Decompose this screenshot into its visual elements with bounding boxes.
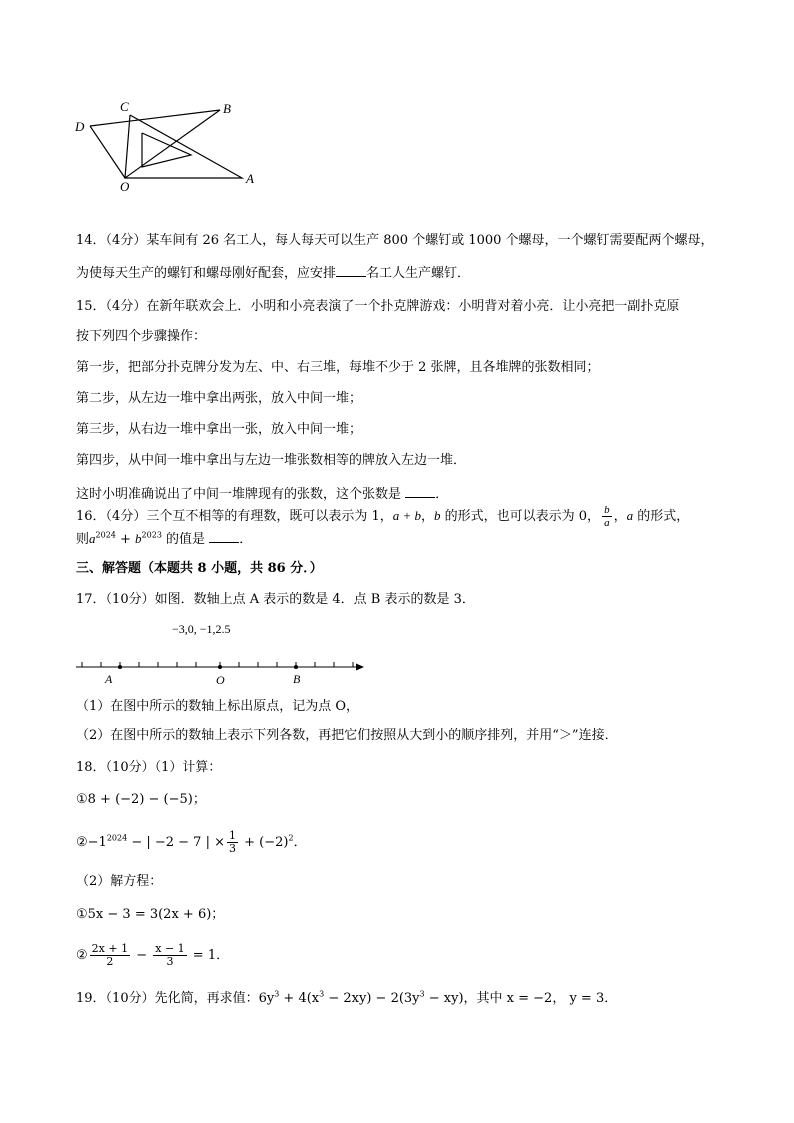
q19-c: − 2xy) − 2(3y	[324, 991, 420, 1006]
q18-e2exp2: 2	[288, 833, 294, 843]
q16-fraction	[602, 504, 612, 529]
q19-e1: 3	[274, 989, 280, 999]
point-b	[294, 665, 298, 669]
q14-line1: 14．（4分）某车间有 26 名工人，每人每天可以生产 800 个螺钉或 1000 个螺母，一个螺钉需要配两个螺母，	[76, 233, 714, 248]
q16-line2b: 的值是	[161, 532, 206, 547]
label-c: C	[120, 99, 129, 114]
q16-line1c: 的形式，	[633, 509, 690, 524]
q18-line1: 18．（10分）（1）计算：	[76, 760, 222, 775]
q14-line2	[76, 264, 470, 282]
q18-sub2: （2）解方程：	[76, 874, 163, 889]
q18-eq2-fraction2	[153, 943, 186, 968]
label-a: A	[246, 171, 254, 186]
label-b: B	[223, 101, 231, 116]
q14-line2b: 名工人生产螺钉．	[366, 266, 471, 281]
q16-b2: b	[135, 531, 142, 546]
q16-plus: +	[115, 532, 136, 547]
q18-eq2mid: −	[132, 948, 152, 963]
q18-e2b: − | −2 − 7 | ×	[127, 835, 225, 850]
q15-last-b: ．	[435, 487, 449, 502]
axis-label-o: O	[216, 673, 225, 687]
q19-a: 19．（10分）先化简，再求值：6y	[76, 991, 275, 1006]
q19-b: + 4(x	[279, 991, 320, 1006]
point-o	[218, 665, 222, 669]
axis-label-a: A	[105, 672, 113, 686]
q18-eq2-den2: 3	[166, 955, 174, 968]
q18-e2-den: 3	[229, 842, 236, 855]
q16-exp2: 2023	[141, 530, 162, 540]
q19-e3: 3	[419, 989, 425, 999]
triangle-figure	[70, 95, 270, 195]
q14-blank	[336, 264, 366, 277]
q17-sub2: （2）在图中所示的数轴上表示下列各数，再把它们按照从大到小的顺序排列，并用“＞”连接．	[76, 728, 618, 743]
axis-arrow	[356, 664, 364, 671]
q16-line2	[76, 530, 252, 548]
number-line	[74, 654, 374, 688]
q16-frac-num: b	[604, 504, 610, 516]
q16-a2: a	[89, 531, 96, 546]
q16-line2a: 则	[76, 532, 90, 547]
q18-e2a: ②−1	[76, 835, 107, 850]
q18-e2exp: 2024	[106, 833, 128, 843]
q16-line1a: 16．（4分）三个互不相等的有理数，既可以表示为 1，	[76, 509, 393, 524]
q16-comma2: ，	[613, 509, 627, 524]
q17-line1: 17．（10分）如图．数轴上点 A 表示的数是 4．点 B 表示的数是 3．	[76, 592, 475, 607]
q16-b1: b	[434, 508, 441, 523]
q16-line1b: 的形式，也可以表示为 0，	[440, 509, 601, 524]
axis-label-b: B	[293, 672, 301, 686]
triangle-dbo	[90, 110, 220, 178]
q15-last-a: 这时小明准确说出了中间一堆牌现有的张数，这个张数是	[76, 487, 402, 502]
section3-heading: 三、解答题（本题共 8 小题，共 86 分．）	[76, 561, 323, 576]
q18-eq2-num2: x − 1	[155, 942, 185, 955]
q16-line2c: ．	[239, 532, 253, 547]
q18-e2-fraction	[227, 830, 238, 855]
q16-comma1: ，	[421, 509, 435, 524]
q18-eq2a: ②	[76, 948, 88, 963]
q18-eq2-num1: 2x + 1	[91, 942, 129, 955]
q15-step2: 第二步，从左边一堆中拿出两张，放入中间一堆；	[76, 391, 363, 406]
q18-eq2-den1: 2	[106, 955, 114, 968]
q15-line2: 按下列四个步骤操作：	[76, 329, 207, 344]
q19-e2: 3	[319, 989, 325, 999]
q18-e2-num: 1	[229, 829, 236, 842]
q14-line2a: 为使每天生产的螺钉和螺母刚好配套，应安排	[76, 266, 337, 281]
q15-step3: 第三步，从右边一堆中拿出一张，放入中间一堆；	[76, 422, 363, 437]
q18-eq1: ①5x − 3 = 3(2x + 6)；	[76, 907, 225, 922]
label-o: O	[120, 179, 130, 194]
q18-e2d: ．	[293, 835, 307, 850]
q16-frac-den: a	[604, 517, 610, 529]
point-a	[118, 665, 122, 669]
q18-eq2end: = 1．	[188, 948, 230, 963]
inner-triangle	[142, 133, 191, 167]
q17-sub1: （1）在图中所示的数轴上标出原点，记为点 O，	[76, 699, 360, 714]
q18-eq2	[76, 938, 229, 974]
q16-a1: a	[626, 508, 634, 523]
q19-line	[76, 991, 617, 1007]
q18-e1: ①8 + (−2) − (−5)；	[76, 792, 206, 807]
q18-eq2-fraction1	[90, 943, 130, 968]
q16-blank	[209, 530, 239, 543]
q18-e2c: + (−2)	[240, 835, 289, 850]
q15-step1: 第一步，把部分扑克牌分发为左、中、右三堆，每堆不少于 2 张牌，且各堆牌的张数相同；	[76, 360, 600, 375]
q15-step4: 第四步，从中间一堆中拿出与左边一堆张数相等的牌放入左边一堆．	[76, 453, 467, 468]
q17-numbers: −3,0, −1,2.5	[172, 622, 231, 636]
q19-d: − xy)，其中 x = −2， y = 3．	[424, 991, 618, 1006]
q16-exp1: 2024	[95, 530, 116, 540]
label-d: D	[75, 119, 85, 134]
q18-e2	[76, 826, 307, 860]
q15-line1: 15．（4分）在新年联欢会上．小明和小亮表演了一个扑克牌游戏：小明背对着小亮．让小亮把一副扑克原	[76, 299, 680, 314]
q16-ab: a + b	[392, 508, 421, 523]
